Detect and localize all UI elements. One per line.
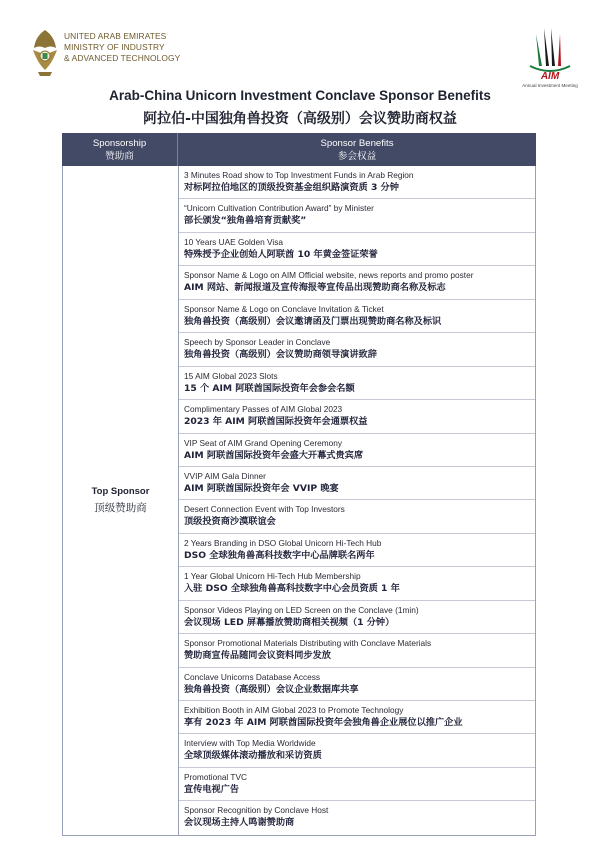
benefit-zh: 享有 2023 年 AIM 阿联酋国际投资年会独角兽企业展位以推广企业 <box>184 717 463 728</box>
table-row <box>179 199 535 232</box>
benefit-zh: AIM 网站、新闻报道及宣传海报等宣传品出现赞助商名称及标志 <box>184 282 446 294</box>
table-row <box>179 166 535 199</box>
benefit-en: Sponsor Name & Logo on Conclave Invitation & Ticket <box>184 303 384 314</box>
table-row <box>179 400 535 433</box>
benefit-zh: 宣传电视广告 <box>184 783 240 795</box>
benefit-en: 2 Years Branding in DSO Global Unicorn Hi-Tech Hub <box>184 537 382 548</box>
benefit-en: 10 Years UAE Golden Visa <box>184 236 284 247</box>
table-row <box>179 668 535 701</box>
benefit-zh: 特殊授予企业创始人阿联酋 10 年黄金签证荣誉 <box>184 248 378 260</box>
benefit-en: 15 AIM Global 2023 Slots <box>184 370 278 381</box>
benefit-en: Exhibition Booth in AIM Global 2023 to Promote Technology <box>184 705 404 715</box>
benefit-zh: 入驻 DSO 全球独角兽高科技数字中心会员资质 1 年 <box>184 583 400 595</box>
table-row <box>179 500 535 533</box>
table-header <box>62 133 536 166</box>
column-header-zh: 赞助商 <box>105 150 134 162</box>
benefit-zh: 独角兽投资（高级别）会议邀请函及门票出现赞助商名称及标识 <box>184 315 442 327</box>
table-row <box>179 333 535 366</box>
sponsor-benefits-table <box>62 133 536 836</box>
table-row <box>179 768 535 801</box>
column-header-zh: 参会权益 <box>337 150 377 162</box>
sponsor-tier-en: Top Sponsor <box>91 485 150 497</box>
benefit-en: Interview with Top Media Worldwide <box>184 738 316 749</box>
benefit-en: 1 Year Global Unicorn Hi-Tech Hub Membership <box>184 571 361 582</box>
ministry-line: & ADVANCED TECHNOLOGY <box>64 53 181 63</box>
table-row <box>179 601 535 634</box>
page-title-english: Arab-China Unicorn Investment Conclave Sponsor Benefits <box>109 88 491 103</box>
benefit-zh: DSO 全球独角兽高科技数字中心品牌联名两年 <box>184 549 375 561</box>
benefits-list <box>179 166 535 835</box>
column-header-sponsorship <box>62 133 178 166</box>
benefit-zh: 对标阿拉伯地区的顶级投资基金组织路演资质 3 分钟 <box>184 182 399 193</box>
benefit-en: 3 Minutes Road show to Top Investment Funds in Arab Region <box>184 170 414 180</box>
benefit-en: VVIP AIM Gala Dinner <box>184 470 266 481</box>
benefit-zh: 会议现场 LED 屏幕播放赞助商相关视频（1 分钟） <box>184 616 395 628</box>
table-row <box>179 734 535 767</box>
ministry-name <box>64 31 204 64</box>
page-header <box>0 0 600 88</box>
table-row <box>179 467 535 500</box>
page-title-chinese: 阿拉伯-中国独角兽投资（高级别）会议赞助商权益 <box>143 111 457 127</box>
column-header-benefits <box>178 133 536 166</box>
column-header-en: Sponsorship <box>92 137 147 149</box>
uae-emblem-icon <box>30 26 60 78</box>
sponsor-tier-cell <box>63 166 179 835</box>
benefit-zh: 赞助商宣传品随同会议资料同步发放 <box>184 650 331 662</box>
table-row <box>179 266 535 299</box>
benefit-zh: AIM 阿联酋国际投资年会 VVIP 晚宴 <box>184 482 339 494</box>
benefit-zh: 全球顶级媒体滚动播放和采访资质 <box>184 750 322 762</box>
table-row <box>179 534 535 567</box>
table-row <box>179 300 535 333</box>
benefit-zh: 独角兽投资（高级别）会议企业数据库共享 <box>184 683 359 695</box>
benefit-en: “Unicorn Cultivation Contribution Award” by Minister <box>184 203 374 214</box>
benefit-en: Desert Connection Event with Top Investors <box>184 504 345 515</box>
benefit-en: Sponsor Name & Logo on AIM Official website, news reports and promo poster <box>184 270 474 281</box>
aim-logo-text: AIM <box>540 71 560 82</box>
benefit-zh: 会议现场主持人鸣谢赞助商 <box>184 817 295 829</box>
benefit-en: Promotional TVC <box>184 771 248 782</box>
table-row <box>179 434 535 467</box>
benefit-zh: 独角兽投资（高级别）会议赞助商领导演讲致辞 <box>184 349 377 361</box>
benefit-zh: AIM 阿联酋国际投资年会盛大开幕式贵宾席 <box>184 449 364 461</box>
column-header-en: Sponsor Benefits <box>320 137 394 149</box>
table-row <box>179 634 535 667</box>
benefit-zh: 15 个 AIM 阿联酋国际投资年会参会名额 <box>184 382 355 394</box>
benefit-en: Sponsor Promotional Materials Distributing with Conclave Materials <box>184 638 432 649</box>
table-row <box>179 233 535 266</box>
ministry-line: UNITED ARAB EMIRATES <box>64 31 167 41</box>
table-row <box>179 567 535 600</box>
table-row <box>179 701 535 734</box>
benefit-en: Sponsor Recognition by Conclave Host <box>184 805 329 816</box>
benefit-en: VIP Seat of AIM Grand Opening Ceremony <box>184 437 343 448</box>
benefit-en: Sponsor Videos Playing on LED Screen on the Conclave (1min) <box>184 604 419 615</box>
table-row <box>179 801 535 834</box>
table-row <box>179 367 535 400</box>
table-body <box>62 166 536 836</box>
benefit-zh: 2023 年 AIM 阿联酋国际投资年会通票权益 <box>184 416 368 428</box>
ministry-line: MINISTRY OF INDUSTRY <box>64 42 165 52</box>
benefit-en: Complimentary Passes of AIM Global 2023 <box>184 404 343 415</box>
benefit-en: Speech by Sponsor Leader in Conclave <box>184 337 331 348</box>
benefit-zh: 顶级投资商沙漠联谊会 <box>184 516 276 528</box>
sponsor-tier-zh: 顶级赞助商 <box>94 501 147 514</box>
benefit-en: Conclave Unicorns Database Access <box>184 671 321 682</box>
benefit-zh: 部长颁发“独角兽培育贡献奖” <box>184 215 307 227</box>
aim-logo-subtext: Annual Investment Meeting <box>522 83 578 88</box>
